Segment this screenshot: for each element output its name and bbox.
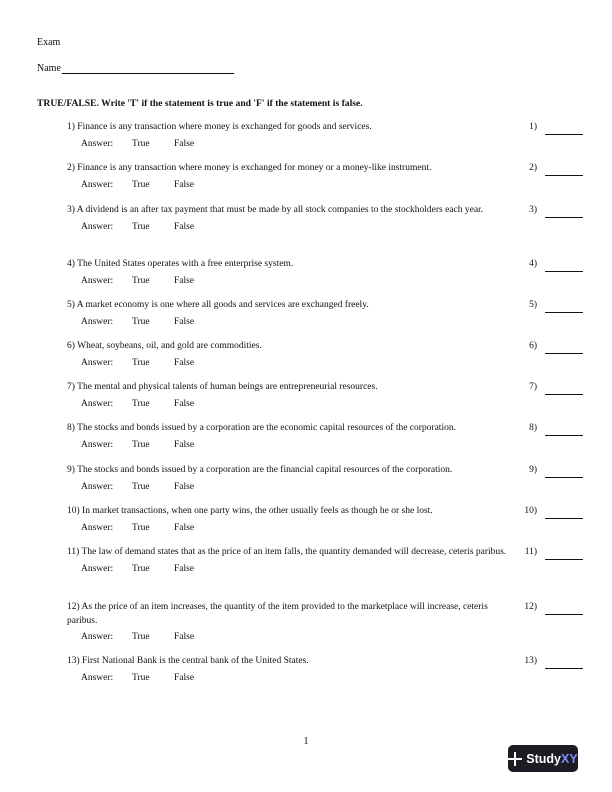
blank-line [545, 342, 583, 354]
answer-option-false: False [174, 672, 195, 683]
answer-option-false: False [174, 316, 195, 327]
question-statement: Finance is any transaction where money is exchanged for money or a money-like instrument. [77, 163, 432, 173]
brand-accent: XY [561, 751, 578, 766]
answer-label: Answer: [81, 632, 114, 642]
answer-blank[interactable] [522, 340, 583, 354]
answer-label: Answer: [81, 672, 114, 683]
question-text [67, 299, 510, 313]
question-number: 5) [67, 300, 75, 310]
question-statement: In market transactions, when one party wins, the other usually feels as though he or she lost. [82, 506, 433, 516]
question-item [67, 464, 579, 494]
question-statement: The law of demand states that as the price of an item falls, the quantity demanded will decrease, ceteris paribus. [81, 547, 507, 557]
question-statement: A market economy is one where all goods and services are exchanged freely. [76, 300, 369, 310]
question-item [67, 162, 579, 192]
question-item [67, 422, 579, 452]
blank-number: 12) [524, 602, 537, 612]
answer-option-false: False [174, 138, 195, 149]
answer-label: Answer: [81, 275, 114, 286]
answer-option-false: False [174, 179, 195, 190]
answer-option-false: False [174, 221, 195, 232]
answer-row [81, 522, 579, 536]
question-statement: Finance is any transaction where money is exchanged for goods and services. [77, 122, 372, 132]
name-field [37, 63, 234, 74]
instructions: TRUE/FALSE. Write 'T' if the statement is true and 'F' if the statement is false. [37, 98, 363, 109]
question-item [67, 204, 579, 234]
answer-blank[interactable] [522, 381, 583, 395]
answer-row [81, 179, 579, 193]
question-number: 7) [67, 382, 75, 392]
question-number: 12) [67, 602, 80, 612]
answer-row [81, 439, 579, 453]
answer-blank[interactable] [522, 204, 583, 218]
question-item [67, 546, 579, 576]
answer-blank[interactable] [522, 601, 583, 615]
question-text [67, 422, 510, 436]
question-text [67, 546, 510, 560]
answer-label: Answer: [81, 481, 114, 492]
answer-label: Answer: [81, 221, 114, 232]
question-item [67, 121, 579, 151]
question-statement: Wheat, soybeans, oil, and gold are commodities. [77, 341, 262, 351]
answer-row [81, 138, 579, 152]
question-text [67, 505, 510, 519]
question-statement: As the price of an item increases, the quantity of the item provided to the marketplace will increase, ceteris paribus. [67, 602, 488, 626]
answer-row [81, 563, 579, 577]
blank-number: 13) [524, 656, 537, 666]
question-text [67, 464, 510, 478]
answer-option-true: True [132, 522, 150, 533]
question-number: 1) [67, 122, 75, 132]
question-item [67, 258, 579, 288]
question-text [67, 258, 510, 272]
page-number: 1 [303, 736, 309, 747]
question-item [67, 601, 579, 645]
answer-option-true: True [132, 481, 150, 492]
answer-option-true: True [132, 316, 150, 327]
question-number: 2) [67, 163, 75, 173]
question-statement: First National Bank is the central bank of the United States. [82, 656, 309, 666]
answer-option-true: True [132, 632, 150, 642]
answer-row [81, 631, 579, 645]
answer-option-false: False [174, 563, 195, 574]
answer-option-true: True [132, 221, 150, 232]
answer-label: Answer: [81, 563, 114, 574]
question-text [67, 340, 510, 354]
question-text [67, 162, 510, 176]
question-item [67, 299, 579, 329]
question-number: 10) [67, 506, 80, 516]
question-item [67, 381, 579, 411]
question-item [67, 340, 579, 370]
blank-number: 4) [529, 259, 537, 269]
blank-line [545, 603, 583, 615]
blank-number: 6) [529, 341, 537, 351]
question-text [67, 655, 510, 669]
blank-line [545, 260, 583, 272]
answer-option-false: False [174, 439, 195, 450]
answer-label: Answer: [81, 439, 114, 450]
answer-option-false: False [174, 522, 195, 533]
answer-option-true: True [132, 439, 150, 450]
answer-option-false: False [174, 481, 195, 492]
answer-blank[interactable] [522, 299, 583, 313]
blank-line [545, 466, 583, 478]
blank-number: 8) [529, 423, 537, 433]
answer-option-false: False [174, 357, 195, 368]
question-statement: A dividend is an after tax payment that must be made by all stock companies to the stockholders each year. [76, 205, 484, 215]
question-number: 4) [67, 259, 75, 269]
question-number: 8) [67, 423, 75, 433]
answer-blank[interactable] [522, 162, 583, 176]
blank-number: 5) [529, 300, 537, 310]
answer-option-false: False [174, 398, 195, 409]
blank-line [545, 164, 583, 176]
blank-number: 10) [524, 506, 537, 516]
blank-number: 3) [529, 205, 537, 215]
answer-blank[interactable] [522, 546, 583, 560]
blank-number: 11) [524, 547, 537, 557]
answer-row [81, 316, 579, 330]
blank-line [545, 657, 583, 669]
blank-line [545, 301, 583, 313]
question-statement: The United States operates with a free enterprise system. [77, 259, 294, 269]
answer-option-false: False [174, 632, 195, 642]
question-item [67, 655, 579, 685]
answer-row [81, 481, 579, 495]
studyxy-badge[interactable] [508, 745, 578, 772]
question-text [67, 381, 510, 395]
blank-line [545, 507, 583, 519]
answer-option-true: True [132, 563, 150, 574]
answer-label: Answer: [81, 357, 114, 368]
answer-row [81, 398, 579, 412]
answer-label: Answer: [81, 179, 114, 190]
question-number: 9) [67, 465, 75, 475]
blank-line [545, 123, 583, 135]
blank-line [545, 548, 583, 560]
answer-label: Answer: [81, 138, 114, 149]
name-blank-line [62, 63, 234, 74]
answer-row [81, 672, 579, 686]
question-statement: The mental and physical talents of human beings are entrepreneurial resources. [77, 382, 378, 392]
answer-label: Answer: [81, 522, 114, 533]
answer-option-false: False [174, 275, 195, 286]
question-text [67, 601, 510, 628]
exam-title: Exam [37, 37, 61, 48]
brand-main: Study [526, 751, 562, 766]
question-number: 3) [67, 205, 75, 215]
question-number: 11) [67, 547, 80, 557]
question-text [67, 204, 510, 218]
answer-option-true: True [132, 672, 150, 683]
answer-blank[interactable] [522, 258, 583, 272]
answer-option-true: True [132, 398, 150, 409]
blank-number: 1) [529, 122, 537, 132]
plus-icon [508, 752, 522, 766]
answer-row [81, 221, 579, 235]
answer-blank[interactable] [522, 464, 583, 478]
answer-label: Answer: [81, 316, 114, 327]
answer-blank[interactable] [522, 655, 583, 669]
question-statement: The stocks and bonds issued by a corporation are the financial capital resources of the corporation. [77, 465, 453, 475]
answer-option-true: True [132, 138, 150, 149]
question-item [67, 505, 579, 535]
answer-label: Answer: [81, 398, 114, 409]
question-number: 6) [67, 341, 75, 351]
blank-line [545, 383, 583, 395]
answer-blank[interactable] [522, 121, 583, 135]
blank-number: 9) [529, 465, 537, 475]
answer-row [81, 275, 579, 289]
question-statement: The stocks and bonds issued by a corporation are the economic capital resources of the corporation. [77, 423, 456, 433]
answer-option-true: True [132, 275, 150, 286]
blank-number: 7) [529, 382, 537, 392]
answer-option-true: True [132, 357, 150, 368]
blank-number: 2) [529, 163, 537, 173]
answer-option-true: True [132, 179, 150, 190]
answer-blank[interactable] [522, 422, 583, 436]
answer-row [81, 357, 579, 371]
name-label: Name [37, 63, 61, 74]
question-text [67, 121, 510, 135]
blank-line [545, 424, 583, 436]
answer-blank[interactable] [522, 505, 583, 519]
question-number: 13) [67, 656, 80, 666]
blank-line [545, 206, 583, 218]
